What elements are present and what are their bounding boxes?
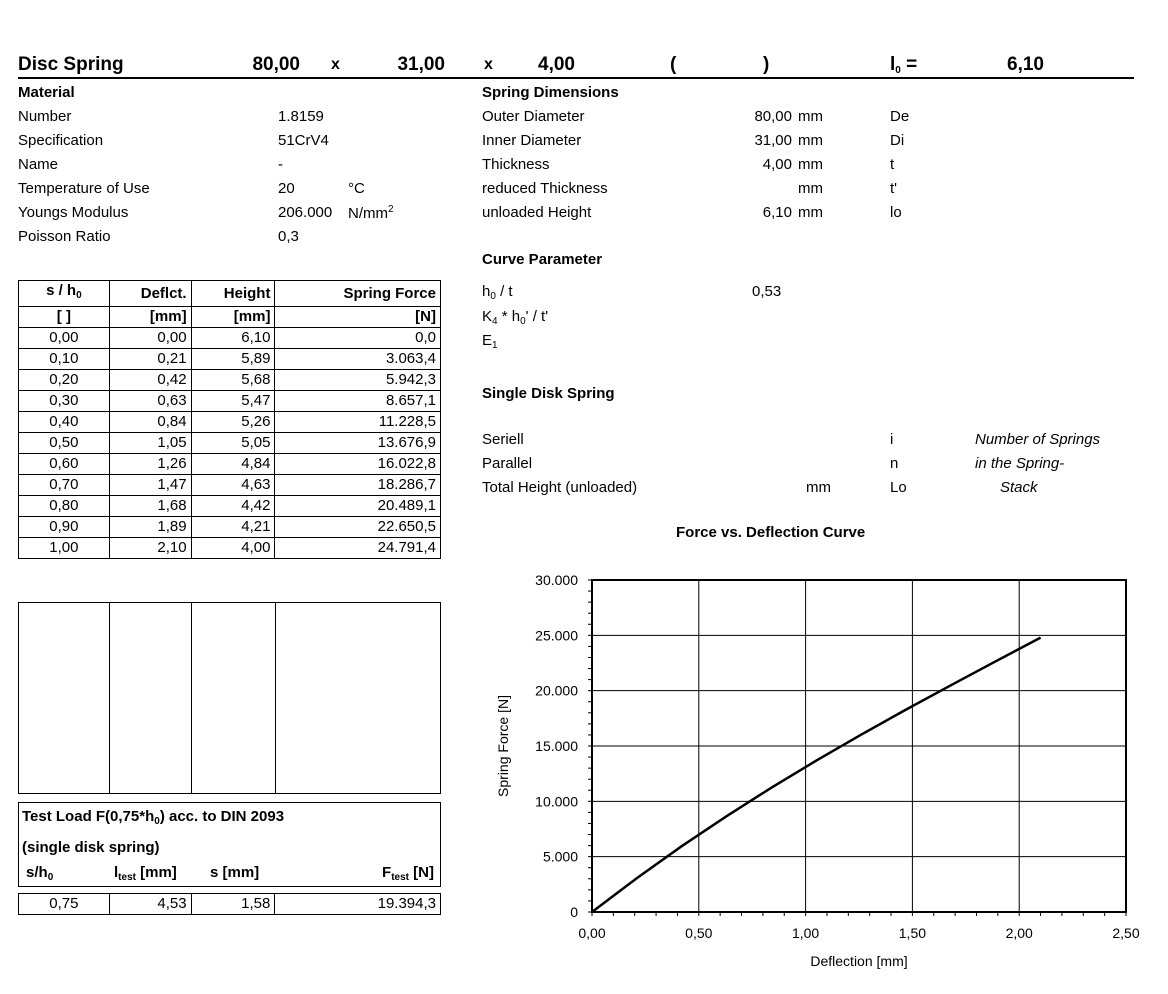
y-tick-label: 15.000 [535,738,578,754]
table-row [19,328,441,349]
dimension-unit: mm [798,156,823,173]
cell: 0,00 [109,328,191,349]
dimension-value: 80,00 [754,108,792,125]
cell: 22.650,5 [275,517,441,538]
col-header-deflection: Deflct. [109,281,191,307]
y-tick-label: 10.000 [535,793,578,810]
cell: 0,21 [109,349,191,370]
x-axis-label: Deflection [mm] [810,953,908,969]
dimension-unit: mm [798,108,823,125]
cell: 0,00 [19,328,110,349]
dimension-symbol: Di [890,132,905,149]
dimension-value: 31,00 [754,132,792,149]
force-deflection-chart [468,560,1168,990]
header-times-2: x [484,56,493,73]
unit-height: [mm] [191,307,275,328]
stack-note-2: in the Spring- [975,455,1065,472]
table-row [19,538,441,559]
material-value: - [278,156,283,173]
empty-table-area [18,602,441,794]
table-row [19,496,441,517]
cell: 0,30 [19,391,110,412]
test-load-subtitle: (single disk spring) [22,839,160,856]
col-header-spring-force: Spring Force [275,281,441,307]
cell: 0,20 [19,370,110,391]
dimension-unit: mm [798,204,823,221]
dimensions-heading: Spring Dimensions [482,84,619,101]
parallel-symbol: n [890,455,899,472]
cell: 16.022,8 [275,454,441,475]
cell: 4,42 [191,496,275,517]
cell: 1,68 [109,496,191,517]
cell: 4,63 [191,475,275,496]
dimension-symbol: t' [890,180,898,197]
cell: 3.063,4 [275,349,441,370]
header-rule [18,77,1134,79]
material-heading: Material [18,84,75,101]
material-value: 206.000 [278,204,333,221]
results-table [18,280,441,559]
cell: 5,47 [191,391,275,412]
stack-note-3: Stack [1000,479,1038,496]
y-tick-label: 30.000 [535,572,578,588]
h0t-value: 0,53 [752,283,782,300]
x-tick-label: 1,00 [791,925,820,941]
header-thickness: 4,00 [538,54,575,75]
test-col-ltest: $l_{test}$ [mm] [114,864,177,883]
cell: 20.489,1 [275,496,441,517]
cell: 0,40 [19,412,110,433]
cell: 1,89 [109,517,191,538]
cell: 5,89 [191,349,275,370]
col-header-s-h0: s / $h_0$ [19,281,110,307]
cell: 0,90 [19,517,110,538]
cell: 5,68 [191,370,275,391]
material-value: 1.8159 [278,108,324,125]
cell: 1,00 [19,538,110,559]
dimension-symbol: De [890,108,910,125]
table-row [19,349,441,370]
table-row [19,412,441,433]
cell: 19.394,3 [275,894,441,915]
total-height-label: Total Height (unloaded) [482,479,638,496]
dimension-label: Inner Diameter [482,132,582,149]
cell: 1,58 [191,894,275,915]
table-row [19,454,441,475]
cell: 0,10 [19,349,110,370]
header-l0-label: $l_0$ = [890,54,918,76]
total-height-unit: mm [806,479,831,496]
material-label: Youngs Modulus [18,204,129,221]
cell: 24.791,4 [275,538,441,559]
x-tick-label: 0,50 [685,925,713,941]
x-tick-label: 2,00 [1005,925,1033,941]
cell: 1,26 [109,454,191,475]
header-inner-diameter: 31,00 [397,54,445,75]
material-unit: $N/mm^2$ [348,204,394,222]
y-tick-label: 5.000 [542,848,578,865]
e1-label: $E_1$ [482,332,498,351]
y-tick-label: 25.000 [535,627,578,644]
test-load-title: Test Load $F(0,75*h_0)$ acc. to DIN 2093 [22,808,285,827]
cell: 4,21 [191,517,275,538]
cell: 1,47 [109,475,191,496]
table-row [19,391,441,412]
header-paren-close: ) [763,54,770,75]
y-tick-label: 0 [570,904,578,920]
header-times-1: x [331,56,340,73]
cell: 5,26 [191,412,275,433]
x-tick-label: 1,50 [898,925,927,941]
cell: 0,70 [19,475,110,496]
dimension-label: Outer Diameter [482,108,585,125]
table-row [19,475,441,496]
y-tick-label: 20.000 [535,682,578,699]
cell: 0,63 [109,391,191,412]
single-heading: Single Disk Spring [482,385,615,402]
table-row [19,517,441,538]
x-tick-label: 0,00 [578,925,606,941]
force-curve [592,638,1041,912]
table-row [19,370,441,391]
cell: 0,0 [275,328,441,349]
dimension-unit: mm [798,180,823,197]
dimension-unit: mm [798,132,823,149]
chart-title: Force vs. Deflection Curve [676,524,866,541]
col-header-height: Height [191,281,275,307]
dimension-label: Thickness [482,156,550,173]
cell: 11.228,5 [275,412,441,433]
dimension-label: unloaded Height [482,204,592,221]
test-load-values [18,893,441,915]
x-tick-label: 2,50 [1112,925,1140,941]
test-col-ftest: $F_{test}$ [N] [382,864,434,883]
table-row [19,894,441,915]
y-axis-label: Spring Force [N] [495,695,511,797]
header-l0-value: 6,10 [1007,54,1044,75]
cell: 4,53 [109,894,191,915]
cell: 0,60 [19,454,110,475]
cell: 0,42 [109,370,191,391]
dimension-label: reduced Thickness [482,180,608,197]
column-divider [109,602,110,793]
header-paren-open: ( [670,54,677,75]
dimension-value: 6,10 [762,204,792,221]
header-outer-diameter: 80,00 [252,54,300,75]
total-height-symbol: Lo [890,479,907,496]
cell: 2,10 [109,538,191,559]
cell: 6,10 [191,328,275,349]
table-row [19,433,441,454]
stack-note-1: Number of Springs [975,431,1101,448]
table-unit-row [19,307,441,328]
header-title: Disc Spring [18,54,124,75]
dimension-symbol: lo [890,204,902,221]
material-label: Poisson Ratio [18,228,111,245]
unit-s-h0: [ ] [19,307,110,328]
cell: 4,00 [191,538,275,559]
material-value: 20 [278,180,295,197]
test-col-s: s [mm] [210,864,260,881]
cell: 18.286,7 [275,475,441,496]
test-col-s-h0: $s/h_0$ [26,864,54,883]
column-divider [191,602,192,793]
material-label: Temperature of Use [18,180,150,197]
material-unit: °C [348,180,365,197]
material-label: Name [18,156,59,173]
dimension-value: 4,00 [762,156,792,173]
seriell-symbol: i [890,431,894,448]
unit-deflection: [mm] [109,307,191,328]
cell: 13.676,9 [275,433,441,454]
cell: 4,84 [191,454,275,475]
material-value: 51CrV4 [278,132,329,149]
h0t-label: $h_0$ / t [482,283,513,302]
curve-param-heading: Curve Parameter [482,251,603,268]
cell: 1,05 [109,433,191,454]
material-label: Specification [18,132,104,149]
column-divider [275,602,276,793]
k4-label: $K_4 * h_0'$ / t' [482,308,549,327]
parallel-label: Parallel [482,455,533,472]
seriell-label: Seriell [482,431,524,448]
dimension-symbol: t [890,156,895,173]
cell: 5,05 [191,433,275,454]
cell: 0,50 [19,433,110,454]
cell: 0,75 [19,894,110,915]
material-label: Number [18,108,72,125]
cell: 0,80 [19,496,110,517]
unit-spring-force: [N] [275,307,441,328]
material-value: 0,3 [278,228,299,245]
table-header-row [19,281,441,307]
cell: 5.942,3 [275,370,441,391]
cell: 8.657,1 [275,391,441,412]
cell: 0,84 [109,412,191,433]
